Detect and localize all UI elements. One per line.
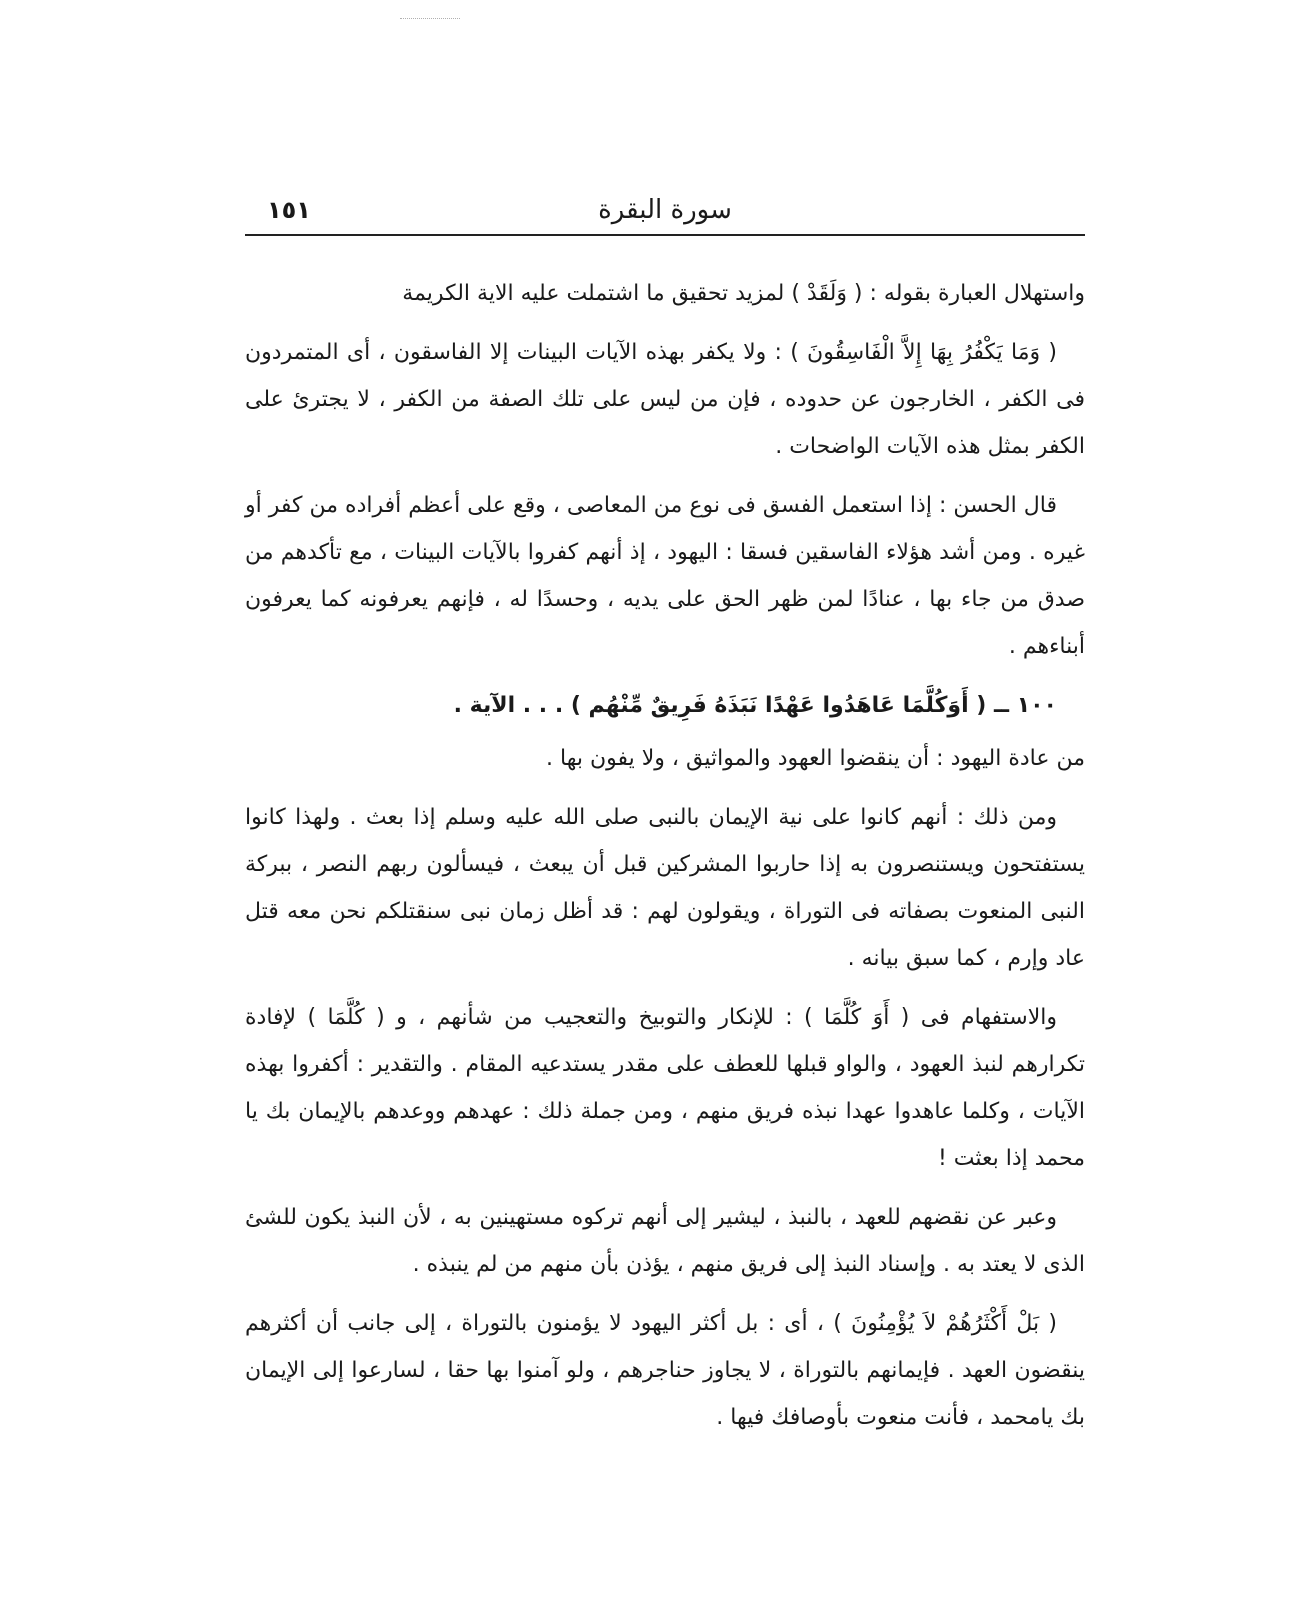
page-header xyxy=(245,192,1085,236)
page-number: ١٥١ xyxy=(267,196,311,224)
paragraph: والاستفهام فى ( أَوَ كُلَّمَا ) : للإنكار والتوبيخ والتعجيب من شأنهم ، و ( كُلَّمَا ) لإفادة تكرارهم لنبذ العهود ، والواو قبلها للعطف على مقدر يستدعيه المقام . والتقدير : أكفروا بهذه الآيات ، وكلما عاهدوا عهدا نبذه فريق منهم ، ومن جملة ذلك : عهدهم ووعدهم بالإيمان بك يا محمد إذا بعثت ! xyxy=(245,1005,1085,1171)
page-body xyxy=(245,270,1085,1441)
paragraph: قال الحسن : إذا استعمل الفسق فى نوع من المعاصى ، وقع على أعظم أفراده من كفر أو غيره . ومن أشد هؤلاء الفاسقين فسقا : اليهود ، إذ أنهم كفروا بالآيات البينات ، مع تأكدهم من صدق من جاء بها ، عنادًا لمن ظهر الحق على يديه ، وحسدًا له ، فإنهم يعرفونه كما يعرفون أبناءهم . xyxy=(245,493,1085,659)
running-title: سورة البقرة xyxy=(598,195,732,225)
paragraph: وعبر عن نقضهم للعهد ، بالنبذ ، ليشير إلى أنهم تركوه مستهينين به ، لأن النبذ يكون للشئ الذى لا يعتد به . وإسناد النبذ إلى فريق منهم ، يؤذن بأن منهم من لم ينبذه . xyxy=(245,1205,1085,1277)
paragraph: ومن ذلك : أنهم كانوا على نية الإيمان بالنبى صلى الله عليه وسلم إذا بعث . ولهذا كانوا يستفتحون ويستنصرون به إذا حاربوا المشركين قبل أن يبعث ، فيسألون ربهم النصر ، ببركة النبى المنعوت بصفاته فى التوراة ، ويقولون لهم : قد أظل زمان نبى سنقتلكم نحن معه قتل عاد وإرم ، كما سبق بيانه . xyxy=(245,805,1085,971)
paragraph: واستهلال العبارة بقوله : ( وَلَقَدْ ) لمزيد تحقيق ما اشتملت عليه الاية الكريمة xyxy=(402,281,1085,306)
paragraph: ( بَلْ أَكْثَرُهُمْ لاَ يُؤْمِنُونَ ) ، أى : بل أكثر اليهود لا يؤمنون بالتوراة ، إلى جانب أن أكثرهم ينقضون العهد . فإيمانهم بالتوراة ، لا يجاوز حناجرهم ، ولو آمنوا بها حقا ، لسارعوا إلى الإيمان بك يامحمد ، فأنت منعوت بأوصافك فيها . xyxy=(245,1311,1085,1430)
scan-marks xyxy=(400,18,460,25)
verse-heading: ١٠٠ ــ ( أَوَكُلَّمَا عَاهَدُوا عَهْدًا نَبَذَهُ فَرِيقٌ مِّنْهُم ) . . . الآية . xyxy=(453,693,1057,718)
paragraph: من عادة اليهود : أن ينقضوا العهود والمواثيق ، ولا يفون بها . xyxy=(546,746,1085,771)
paragraph: ( وَمَا يَكْفُرُ بِهَا إِلاَّ الْفَاسِقُونَ ) : ولا يكفر بهذه الآيات البينات إلا الفاسقون ، أى المتمردون فى الكفر ، الخارجون عن حدوده ، فإن من ليس على تلك الصفة من الكفر ، لا يجترئ على الكفر بمثل هذه الآيات الواضحات . xyxy=(245,340,1085,459)
